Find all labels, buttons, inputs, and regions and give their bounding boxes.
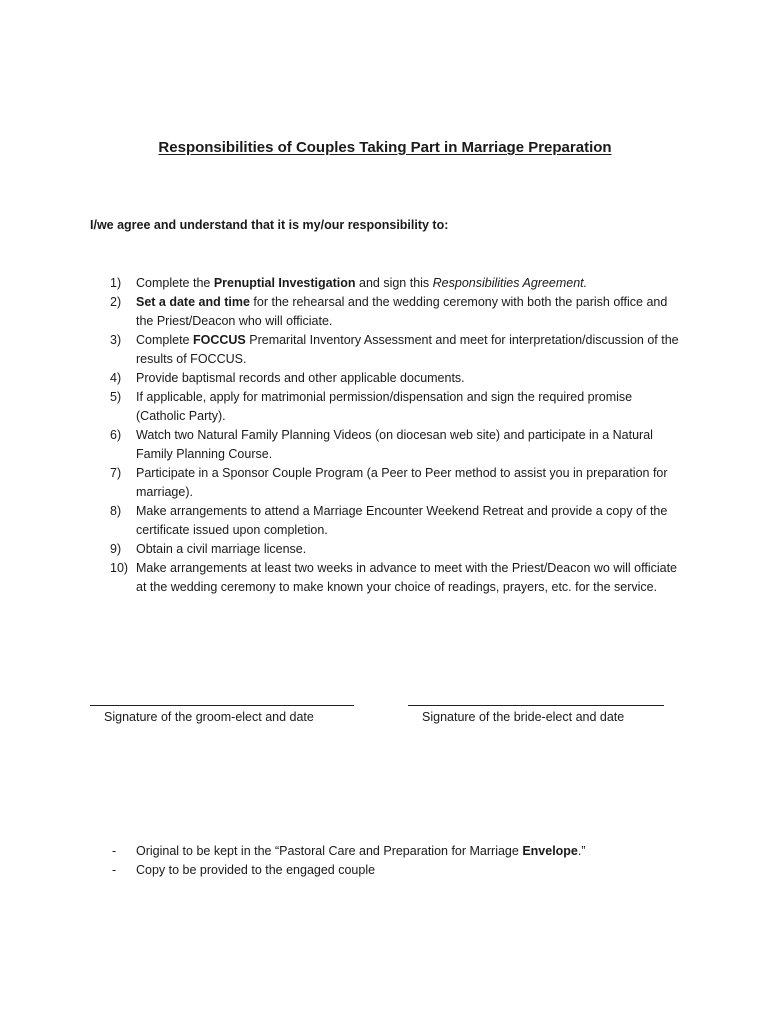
item-emphasis: Set a date and time bbox=[136, 295, 250, 309]
item-text: Provide baptismal records and other applicable documents. bbox=[136, 371, 465, 385]
item-number: 3) bbox=[110, 333, 122, 347]
note-text: .” bbox=[577, 844, 586, 858]
item-number: 4) bbox=[110, 371, 122, 385]
item-text: Complete the bbox=[136, 276, 214, 290]
responsibilities-list bbox=[110, 274, 680, 597]
item-emphasis: FOCCUS bbox=[192, 333, 246, 347]
list-item bbox=[110, 369, 680, 388]
item-number: 1) bbox=[110, 276, 122, 290]
item-number: 2) bbox=[110, 295, 122, 309]
note-text: Original to be kept in the “Pastoral Care and Preparation for Marriage bbox=[136, 844, 523, 858]
item-emphasis: Prenuptial Investigation bbox=[213, 276, 356, 290]
document-title: Responsibilities of Couples Taking Part in Marriage Preparation bbox=[158, 139, 612, 156]
item-number: 10) bbox=[110, 561, 129, 575]
list-item bbox=[110, 502, 680, 540]
note-item bbox=[112, 842, 586, 861]
note-dash: - bbox=[112, 863, 117, 877]
item-text: Make arrangements to attend a Marriage Encounter Weekend Retreat and provide a copy of the certificate issued upon completion. bbox=[136, 504, 668, 537]
item-text: Participate in a Sponsor Couple Program (a Peer to Peer method to assist you in preparation for marriage). bbox=[136, 466, 668, 499]
item-text: Premarital Inventory Assessment and meet for interpretation/discussion of the results of FOCCUS. bbox=[136, 333, 679, 366]
item-text: and sign this bbox=[355, 276, 433, 290]
list-item bbox=[110, 293, 680, 331]
item-text: Complete bbox=[136, 333, 193, 347]
item-number: 5) bbox=[110, 390, 122, 404]
groom-signature-label: Signature of the groom-elect and date bbox=[104, 710, 314, 724]
list-item bbox=[110, 426, 680, 464]
item-text: Obtain a civil marriage license. bbox=[136, 542, 307, 556]
list-item bbox=[110, 274, 680, 293]
item-text: If applicable, apply for matrimonial permission/dispensation and sign the required promise (Catholic Party). bbox=[136, 390, 633, 423]
note-text: Copy to be provided to the engaged couple bbox=[136, 863, 376, 877]
list-item bbox=[110, 388, 680, 426]
groom-signature-line[interactable] bbox=[90, 705, 354, 706]
item-number: 9) bbox=[110, 542, 122, 556]
list-item bbox=[110, 331, 680, 369]
bride-signature-label: Signature of the bride-elect and date bbox=[422, 710, 625, 724]
item-text: Make arrangements at least two weeks in advance to meet with the Priest/Deacon wo will officiate at the wedding ceremony to make known your choice of readings, prayers, etc. for the service. bbox=[136, 561, 678, 594]
list-item bbox=[110, 540, 680, 559]
intro-statement: I/we agree and understand that it is my/our responsibility to: bbox=[90, 218, 449, 232]
note-emphasis: Envelope bbox=[522, 844, 578, 858]
item-number: 7) bbox=[110, 466, 122, 480]
list-item bbox=[110, 559, 680, 597]
note-item bbox=[112, 861, 586, 880]
bride-signature-line[interactable] bbox=[408, 705, 664, 706]
item-text: Watch two Natural Family Planning Videos (on diocesan web site) and participate in a Natural Family Planning Course. bbox=[136, 428, 653, 461]
item-number: 8) bbox=[110, 504, 122, 518]
list-item bbox=[110, 464, 680, 502]
item-number: 6) bbox=[110, 428, 122, 442]
item-italic: Responsibilities Agreement. bbox=[432, 276, 588, 290]
notes-list bbox=[112, 842, 586, 880]
note-dash: - bbox=[112, 844, 117, 858]
item-text: for the rehearsal and the wedding ceremony with both the parish office and the Priest/Deacon who will officiate. bbox=[136, 295, 668, 328]
